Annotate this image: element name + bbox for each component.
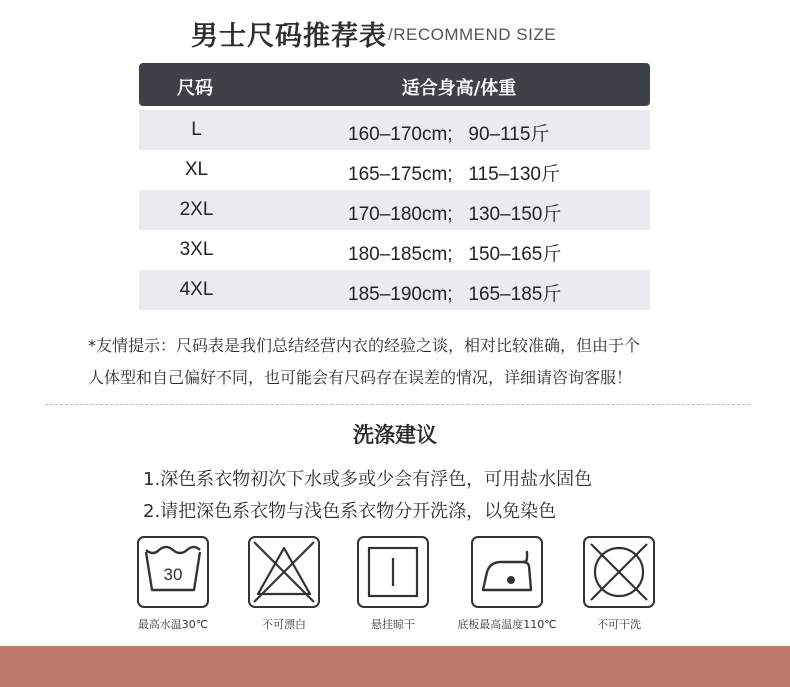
fit-cell: 180–185cm; 150–165斤 xyxy=(348,244,562,265)
size-cell: 3XL xyxy=(179,239,214,260)
hang-dry-icon xyxy=(357,536,429,608)
footer-band xyxy=(0,646,790,687)
tip-line-1: *友情提示：尺码表是我们总结经营内衣的经验之谈，相对比较准确，但由于个 xyxy=(88,336,641,355)
icon-label: 底板最高温度110℃ xyxy=(457,618,557,631)
table-row xyxy=(139,110,650,150)
size-cell: 2XL xyxy=(179,199,214,220)
table-row xyxy=(139,270,650,310)
washing-list xyxy=(143,464,592,528)
table-row xyxy=(139,190,650,230)
size-cell: 4XL xyxy=(179,279,214,300)
column-header-size: 尺码 xyxy=(177,78,213,99)
size-table xyxy=(139,63,650,310)
icon-label: 最高水温30℃ xyxy=(137,618,209,631)
size-cell: L xyxy=(191,119,202,140)
page-subtitle: /RECOMMEND SIZE xyxy=(388,25,557,44)
no-dry-clean-icon xyxy=(583,536,655,608)
size-tip xyxy=(88,330,728,394)
fit-cell: 160–170cm; 90–115斤 xyxy=(348,124,550,145)
table-row xyxy=(139,230,650,270)
size-table-header xyxy=(139,63,650,106)
icon-label: 悬挂晾干 xyxy=(371,618,415,631)
fit-cell: 170–180cm; 130–150斤 xyxy=(348,204,562,225)
tip-line-2: 人体型和自己偏好不同，也可能会有尺码存在误差的情况，详细请咨询客服！ xyxy=(88,368,633,387)
washing-title: 洗涤建议 xyxy=(353,423,437,447)
iron-icon xyxy=(471,536,543,608)
washing-item: 2.请把深色系衣物与浅色系衣物分开洗涤，以免染色 xyxy=(143,501,557,522)
icon-label: 不可干洗 xyxy=(597,618,641,631)
washing-item: 1.深色系衣物初次下水或多或少会有浮色，可用盐水固色 xyxy=(143,469,593,490)
icon-label: 不可漂白 xyxy=(262,618,306,631)
section-divider xyxy=(45,404,750,405)
fit-cell: 165–175cm; 115–130斤 xyxy=(348,164,560,185)
size-cell: XL xyxy=(184,159,209,180)
column-header-fit: 适合身高/体重 xyxy=(401,78,517,99)
title-row xyxy=(0,14,790,50)
wash-30-icon xyxy=(137,536,209,608)
wash-temperature-value: 30 xyxy=(163,565,183,584)
table-row xyxy=(139,150,650,190)
no-bleach-icon xyxy=(248,536,320,608)
page-title: 男士尺码推荐表 xyxy=(191,21,387,52)
fit-cell: 185–190cm; 165–185斤 xyxy=(348,284,562,305)
